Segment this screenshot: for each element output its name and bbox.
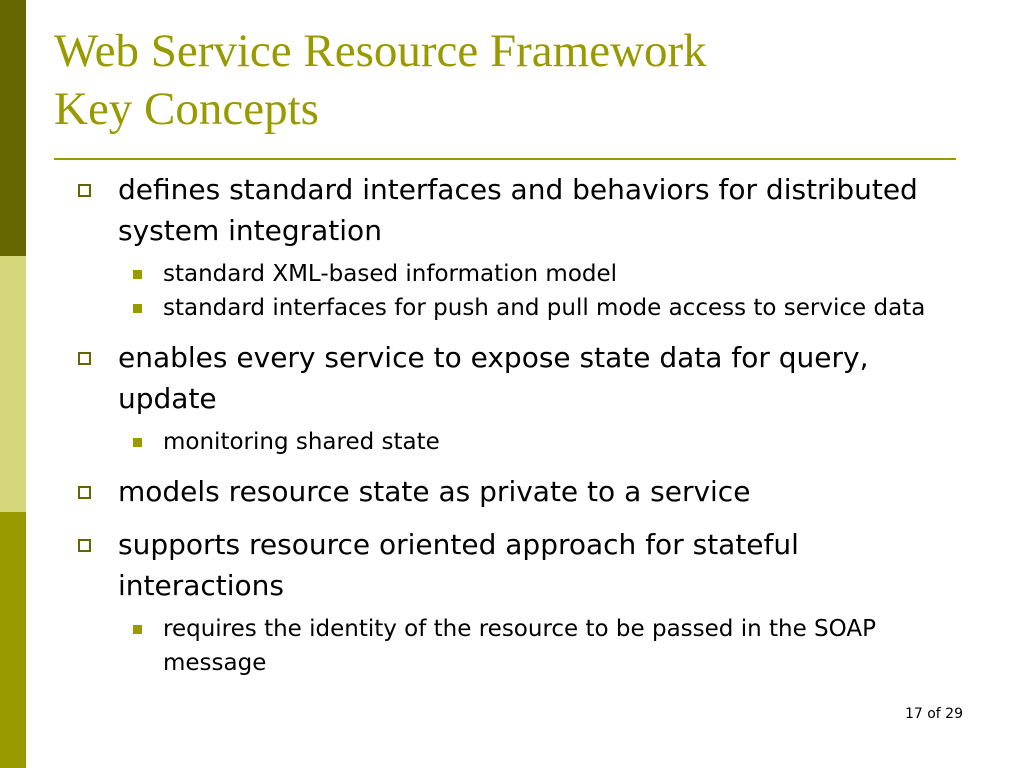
filled-square-bullet-icon: [133, 304, 142, 313]
bullet-text: supports resource oriented approach for stateful interactions: [118, 528, 799, 602]
hollow-square-bullet-icon: [78, 486, 91, 499]
filled-square-bullet-icon: [133, 270, 142, 279]
sub-bullet-item: [78, 612, 938, 680]
sub-bullet-item: [78, 291, 938, 325]
hollow-square-bullet-icon: [78, 352, 91, 365]
side-bar-olive-segment: [0, 512, 26, 768]
bullet-item: [78, 169, 938, 251]
bullet-item: [78, 471, 938, 512]
filled-square-bullet-icon: [133, 438, 142, 447]
hollow-square-bullet-icon: [78, 184, 91, 197]
bullet-item: [78, 337, 938, 419]
bullet-text: defines standard interfaces and behaviors for distributed system integration: [118, 173, 918, 247]
bullet-list: [78, 169, 938, 680]
sub-bullet-item: [78, 425, 938, 459]
sub-bullet-text: requires the identity of the resource to be passed in the SOAP message: [163, 616, 876, 676]
side-bar-light-segment: [0, 256, 26, 512]
filled-square-bullet-icon: [133, 625, 142, 634]
sub-bullet-text: standard interfaces for push and pull mode access to service data: [163, 295, 926, 321]
side-bar-dark-segment: [0, 0, 26, 256]
slide-title-line-2: Key Concepts: [54, 83, 319, 135]
slide-title: [54, 22, 707, 138]
bullet-text: models resource state as private to a service: [118, 475, 751, 508]
bullet-item: [78, 524, 938, 606]
title-divider: [54, 158, 956, 160]
bullet-text: enables every service to expose state data for query, update: [118, 341, 869, 415]
sub-bullet-text: monitoring shared state: [163, 429, 440, 455]
sub-bullet-text: standard XML-based information model: [163, 261, 618, 287]
page-number: 17 of 29: [904, 706, 963, 722]
sub-bullet-item: [78, 257, 938, 291]
slide-title-line-1: Web Service Resource Framework: [54, 25, 707, 77]
hollow-square-bullet-icon: [78, 539, 91, 552]
